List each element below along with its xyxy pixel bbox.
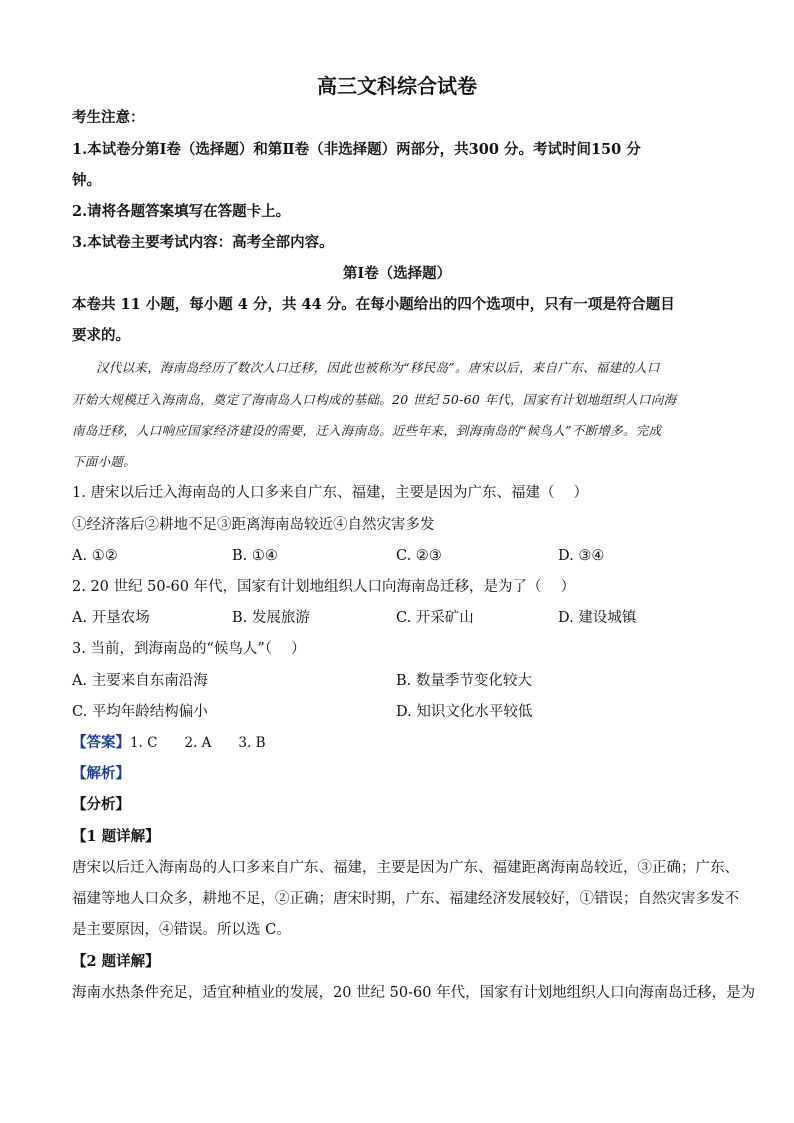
detail-1-tag: 【1 题详解】 — [72, 828, 160, 845]
notice-item-1-cont: 钟。 — [72, 172, 101, 189]
question-1-stem: 1. 唐宋以后迁入海南岛的人口多来自广东、福建，主要是因为广东、福建（ ） — [72, 485, 589, 501]
question-3-option-a: A. 主要来自东南沿海 — [72, 673, 208, 689]
passage-line-2: 开始大规模迁入海南岛，奠定了海南岛人口构成的基础。20 世纪 50-60 年代，国家有计划地组织人口向海 — [72, 392, 677, 407]
question-1-option-d: D. ③④ — [558, 548, 605, 564]
fenxi-tag: 【分析】 — [72, 796, 130, 813]
detail-1-line-3: 是主要原因，④错误。所以选 C。 — [72, 922, 291, 938]
analysis-tag: 【解析】 — [72, 765, 130, 782]
answer-line — [72, 733, 266, 753]
detail-1-line-2: 福建等地人口众多，耕地不足，②正确；唐宋时期，广东、福建经济发展较好，①错误；自然灾害多发不 — [72, 891, 739, 907]
answer-tag: 【答案】 — [72, 734, 130, 751]
section-title: 第Ⅰ卷（选择题） — [342, 265, 452, 282]
question-1-option-c: C. ②③ — [396, 548, 442, 564]
question-2-option-d: D. 建设城镇 — [558, 610, 637, 626]
detail-2-tag: 【2 题详解】 — [72, 953, 160, 970]
passage-line-3: 南岛迁移，人口响应国家经济建设的需要，迁入海南岛。近些年来，到海南岛的“候鸟人”不断增多。完成 — [72, 423, 662, 438]
question-1-option-b: B. ①④ — [232, 548, 278, 564]
question-3-option-b: B. 数量季节变化较大 — [396, 673, 532, 689]
question-3-option-d: D. 知识文化水平较低 — [396, 704, 533, 720]
section-desc-cont: 要求的。 — [72, 327, 130, 344]
notice-item-3: 3.本试卷主要考试内容：高考全部内容。 — [72, 234, 334, 251]
question-2-option-a: A. 开垦农场 — [72, 610, 150, 626]
notice-item-1: 1.本试卷分第Ⅰ卷（选择题）和第Ⅱ卷（非选择题）两部分，共300 分。考试时间150 分 — [72, 141, 641, 158]
question-2-option-c: C. 开采矿山 — [396, 610, 474, 626]
page-title: 高三文科综合试卷 — [317, 74, 477, 98]
detail-1-line-1: 唐宋以后迁入海南岛的人口多来自广东、福建，主要是因为广东、福建距离海南岛较近，③正确；广东、 — [72, 860, 739, 876]
notice-item-2: 2.请将各题答案填写在答题卡上。 — [72, 203, 291, 220]
question-3-stem: 3. 当前，到海南岛的“候鸟人”（ ） — [72, 641, 306, 657]
question-1-items: ①经济落后②耕地不足③距离海南岛较近④自然灾害多发 — [72, 517, 435, 533]
passage-line-4: 下面小题。 — [72, 454, 137, 469]
detail-2-line-1: 海南水热条件充足，适宜种植业的发展，20 世纪 50-60 年代，国家有计划地组织人口向海南岛迁移，是为 — [72, 985, 756, 1001]
question-3-option-c: C. 平均年龄结构偏小 — [72, 704, 208, 720]
section-desc: 本卷共 11 小题，每小题 4 分，共 44 分。在每小题给出的四个选项中，只有一项是符合题目 — [72, 296, 675, 313]
question-1-option-a: A. ①② — [72, 548, 118, 564]
notice-heading: 考生注意： — [72, 109, 145, 126]
question-2-option-b: B. 发展旅游 — [232, 610, 310, 626]
passage-line-1: 汉代以来，海南岛经历了数次人口迁移，因此也被称为“移民岛”。唐宋以后，来自广东、福建的人口 — [96, 360, 660, 375]
answer-values: 1. C 2. A 3. B — [130, 735, 266, 751]
question-2-stem: 2. 20 世纪 50-60 年代，国家有计划地组织人口向海南岛迁移，是为了（ ） — [72, 579, 576, 595]
